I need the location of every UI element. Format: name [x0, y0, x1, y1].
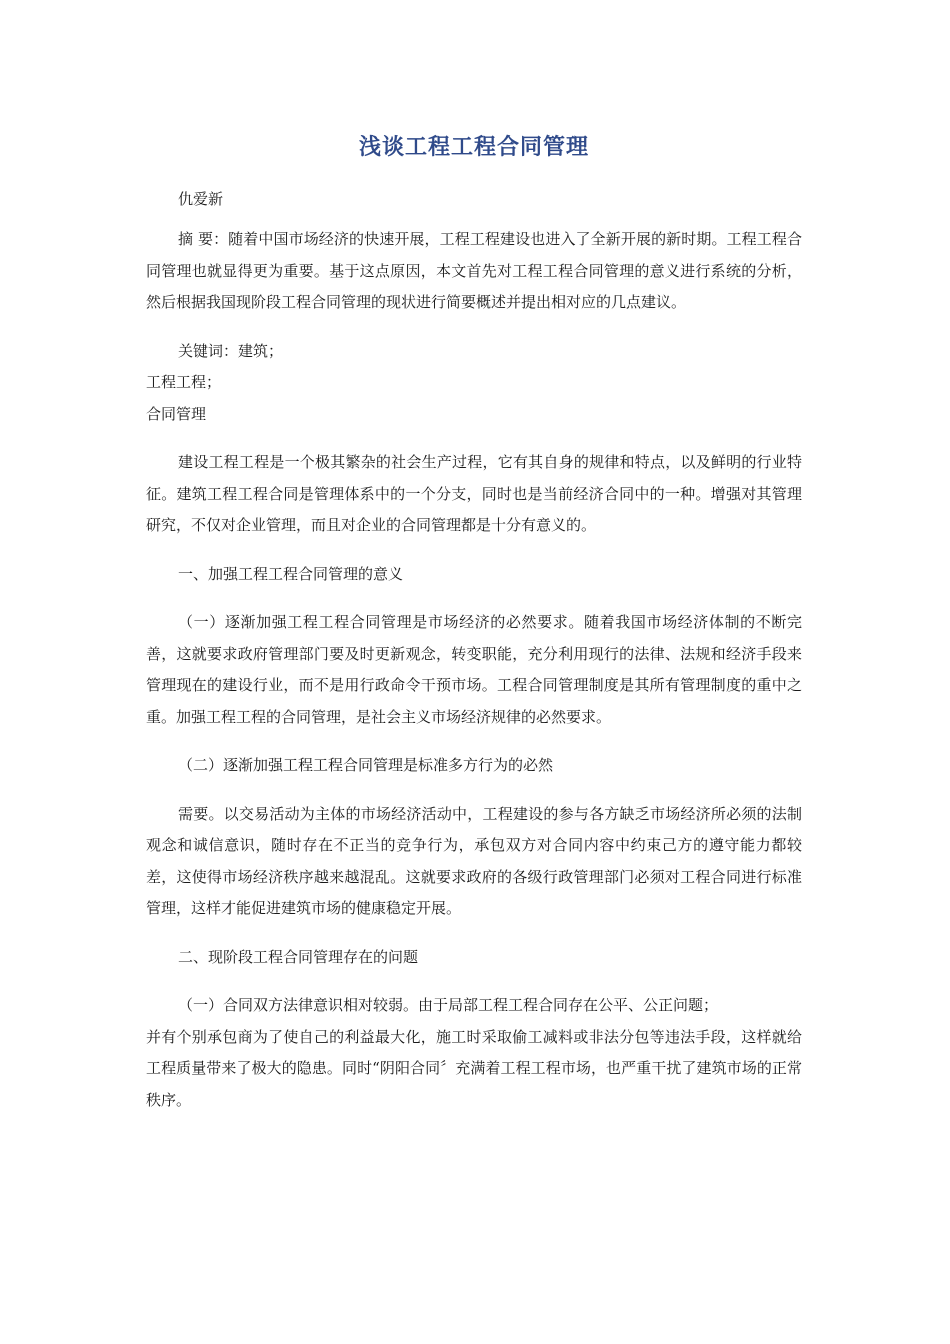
keywords-line-2: 工程工程；: [146, 373, 222, 391]
abstract-paragraph: 摘 要：随着中国市场经济的快速开展，工程工程建设也进入了全新开展的新时期。工程工程合同管理也就显得更为重要。基于这点原因，本文首先对工程工程合同管理的意义进行系统的分析，然后根据我国现阶段工程合同管理的现状进行简要概述并提出相对应的几点建议。: [146, 230, 802, 311]
section2-paragraph-1-rest: 并有个别承包商为了使自己的利益最大化，施工时采取偷工减料或非法分包等违法手段，这样就给工程质量带来了极大的隐患。同时“阴阳合同〞充满着工程工程市场，也严重干扰了建筑市场的正常秩序。: [146, 1027, 802, 1109]
section1-paragraph-1: （一）逐渐加强工程工程合同管理是市场经济的必然要求。随着我国市场经济体制的不断完善，这就要求政府管理部门要及时更新观念，转变职能，充分利用现行的法律、法规和经济手段来管理现在的建设行业，而不是用行政命令干预市场。工程合同管理制度是其所有管理制度的重中之重。加强工程工程的合同管理，是社会主义市场经济规律的必然要求。: [146, 613, 802, 726]
keywords-line-3: 合同管理: [146, 404, 207, 423]
document-page: [146, 126, 802, 1116]
author-name: 仇爱新: [178, 190, 224, 208]
intro-paragraph: 建设工程工程是一个极其繁杂的社会生产过程，它有其自身的规律和特点，以及鲜明的行业特征。建筑工程工程合同是管理体系中的一个分支，同时也是当前经济合同中的一种。增强对其管理研究，不仅对企业管理，而且对企业的合同管理都是十分有意义的。: [146, 453, 802, 534]
section1-paragraph-2: 需要。以交易活动为主体的市场经济活动中，工程建设的参与各方缺乏市场经济所必须的法制观念和诚信意识，随时存在不正当的竞争行为，承包双方对合同内容中约束己方的遵守能力都较差，这使得市场经济秩序越来越混乱。这就要求政府的各级行政管理部门必须对工程合同进行标准管理，这样才能促进建筑市场的健康稳定开展。: [146, 804, 802, 917]
section1-heading: 一、加强工程工程合同管理的意义: [178, 564, 404, 583]
section2-paragraph-1-first-line: （一）合同双方法律意识相对较弱。由于局部工程工程合同存在公平、公正问题；: [178, 996, 719, 1014]
keywords-line-1: 关键词：建筑；: [178, 341, 284, 360]
document-title: 浅谈工程工程合同管理: [358, 135, 589, 160]
section2-heading: 二、现阶段工程合同管理存在的问题: [178, 947, 419, 966]
section1-paragraph-2-heading: （二）逐渐加强工程工程合同管理是标准多方行为的必然: [178, 756, 554, 774]
keywords-block: [146, 336, 802, 431]
